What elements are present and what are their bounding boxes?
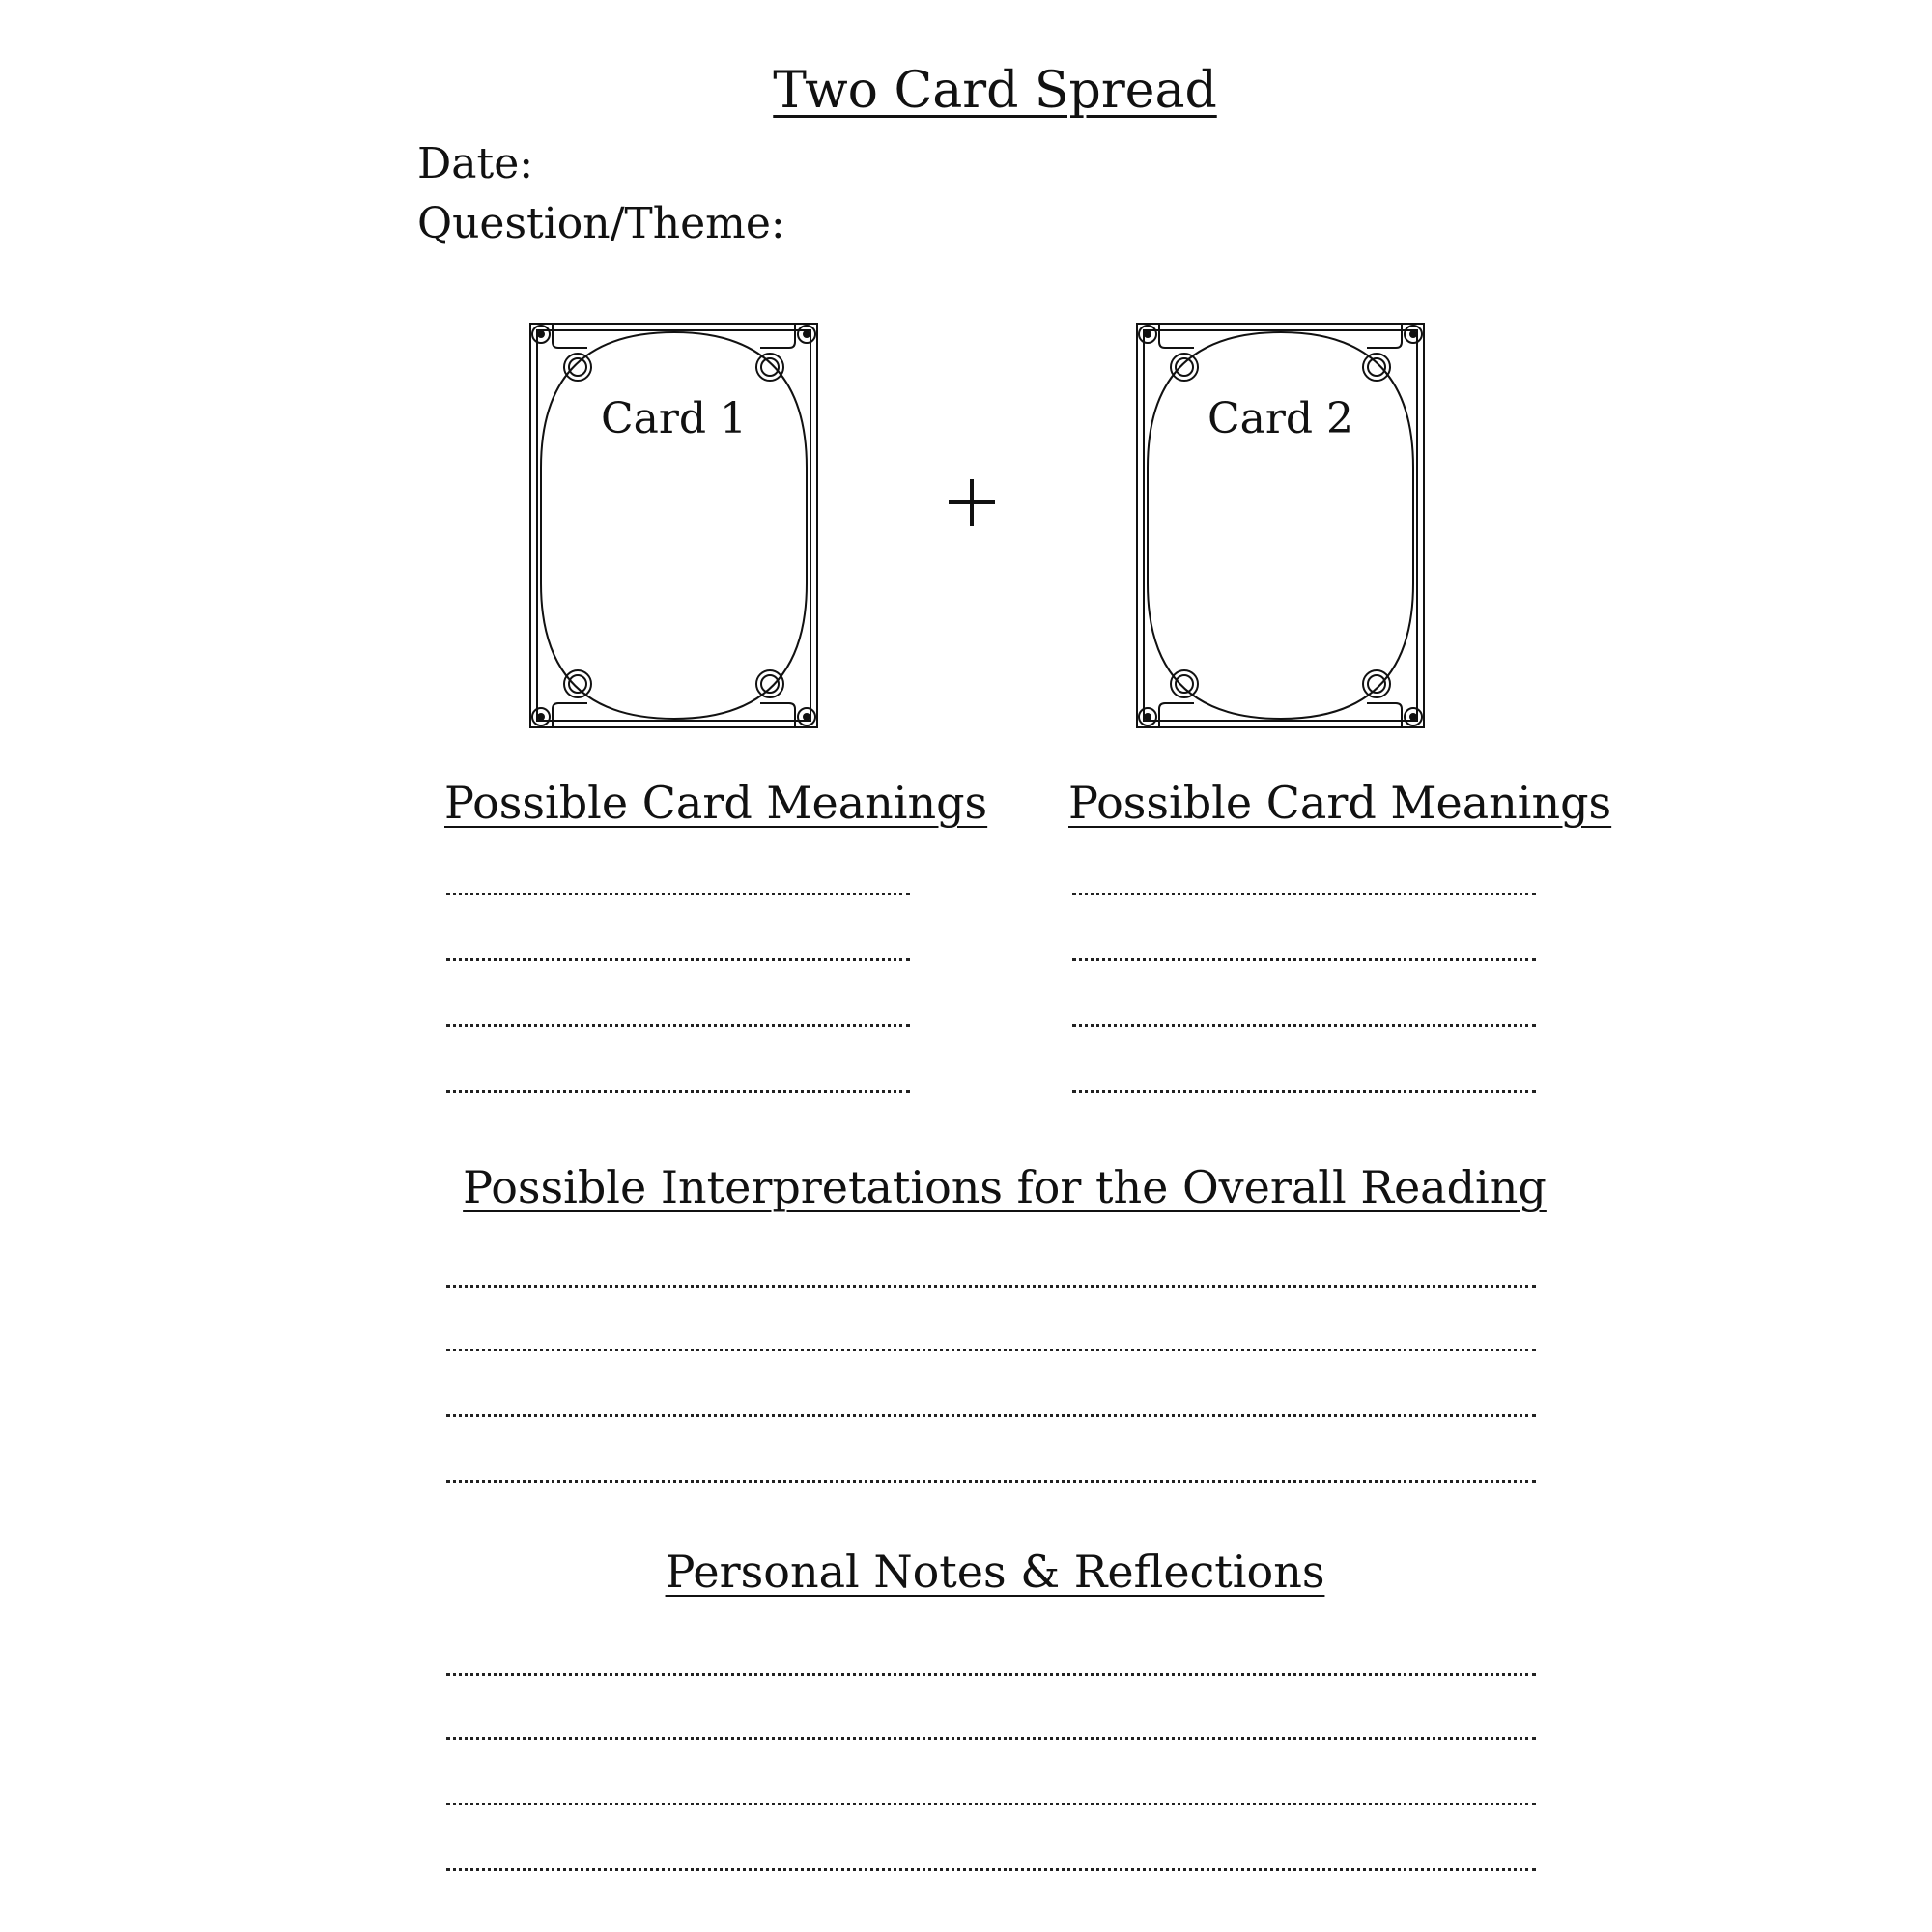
card-1-meaning-line[interactable] <box>446 893 910 895</box>
page-title: Two Card Spread <box>773 62 1217 120</box>
card-2-meaning-line[interactable] <box>1072 958 1536 961</box>
interpretations-heading: Possible Interpretations for the Overall Reading <box>463 1161 1547 1213</box>
card-2-meanings-heading: Possible Card Meanings <box>1068 777 1612 829</box>
date-label: Date: <box>417 139 534 188</box>
interpretation-line[interactable] <box>446 1480 1536 1483</box>
notes-line[interactable] <box>446 1673 1536 1676</box>
card-1-meaning-line[interactable] <box>446 1024 910 1027</box>
personal-notes-heading: Personal Notes & Reflections <box>665 1546 1325 1598</box>
card-1-meaning-line[interactable] <box>446 1090 910 1093</box>
notes-line[interactable] <box>446 1868 1536 1871</box>
card-1-frame <box>529 323 818 728</box>
card-2-frame <box>1136 323 1425 728</box>
interpretation-line[interactable] <box>446 1349 1536 1351</box>
question-theme-label: Question/Theme: <box>417 199 785 248</box>
card-1-label: Card 1 <box>600 394 748 443</box>
notes-line[interactable] <box>446 1803 1536 1805</box>
card-1-meanings-heading: Possible Card Meanings <box>444 777 988 829</box>
card-1-meaning-line[interactable] <box>446 958 910 961</box>
ornate-card-frame-icon <box>1136 323 1425 728</box>
ornate-card-frame-icon <box>529 323 818 728</box>
interpretation-line[interactable] <box>446 1285 1536 1288</box>
interpretation-line[interactable] <box>446 1414 1536 1417</box>
card-2-meaning-line[interactable] <box>1072 893 1536 895</box>
card-2-meaning-line[interactable] <box>1072 1024 1536 1027</box>
notes-line[interactable] <box>446 1737 1536 1740</box>
plus-icon <box>949 479 995 526</box>
card-2-label: Card 2 <box>1207 394 1354 443</box>
card-2-meaning-line[interactable] <box>1072 1090 1536 1093</box>
